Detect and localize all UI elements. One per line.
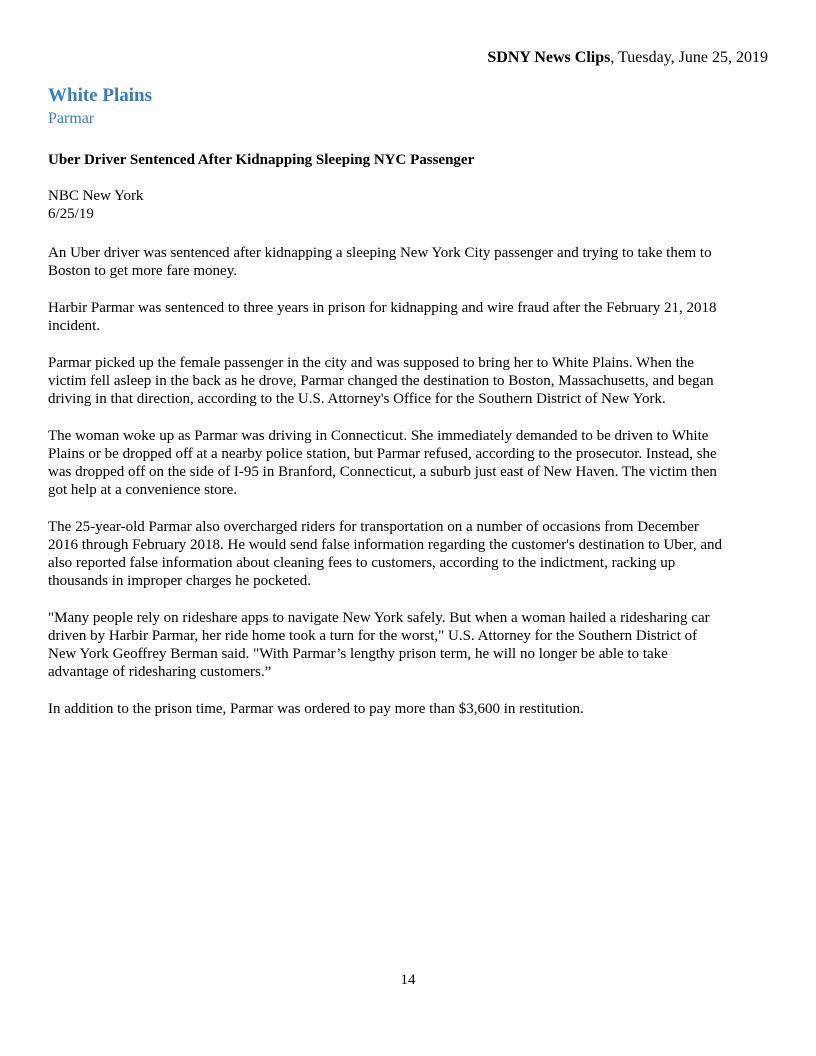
paragraph-line: Boston to get more fare money. <box>48 263 237 279</box>
paragraph-line: advantage of ridesharing customers.” <box>48 664 272 680</box>
article-paragraph <box>48 518 778 590</box>
paragraph-line: got help at a convenience store. <box>48 482 238 498</box>
paragraph-line: In addition to the prison time, Parmar was ordered to pay more than $3,600 in restitution. <box>48 701 584 717</box>
paragraph-line: driven by Harbir Parmar, her ride home took a turn for the worst," U.S. Attorney for the Southern District of <box>48 628 698 644</box>
paragraph-line: "Many people rely on rideshare apps to navigate New York safely. But when a woman hailed a ridesharing car <box>48 610 710 626</box>
paragraph-line: The 25-year-old Parmar also overcharged riders for transportation on a number of occasions from December <box>48 519 699 535</box>
paragraph-line: thousands in improper charges he pocketed. <box>48 573 311 589</box>
paragraph-line: Harbir Parmar was sentenced to three years in prison for kidnapping and wire fraud after the February 21, 2018 <box>48 300 717 316</box>
paragraph-line: Plains or be dropped off at a nearby police station, but Parmar refused, according to the prosecutor. Instead, she <box>48 446 717 462</box>
paragraph-line: victim fell asleep in the back as he drove, Parmar changed the destination to Boston, Massachusetts, and began <box>48 373 714 389</box>
subsection-heading: Parmar <box>48 110 95 127</box>
article-headline: Uber Driver Sentenced After Kidnapping Sleeping NYC Passenger <box>48 152 475 168</box>
article-source-block <box>48 188 143 223</box>
article-date: 6/25/19 <box>48 205 94 222</box>
paragraph-line: An Uber driver was sentenced after kidnapping a sleeping New York City passenger and trying to take them to <box>48 245 712 261</box>
section-heading: White Plains <box>48 85 152 106</box>
article-paragraph <box>48 244 778 280</box>
page-header <box>487 49 768 67</box>
article-paragraph <box>48 354 778 408</box>
header-date: , Tuesday, June 25, 2019 <box>610 49 768 66</box>
publication-name: SDNY News Clips <box>487 49 611 66</box>
paragraph-line: incident. <box>48 318 101 334</box>
paragraph-line: was dropped off on the side of I-95 in Branford, Connecticut, a suburb just east of New Haven. The victim then <box>48 464 717 480</box>
paragraph-line: also reported false information about cleaning fees to customers, according to the indictment, racking up <box>48 555 676 571</box>
paragraph-line: The woman woke up as Parmar was driving in Connecticut. She immediately demanded to be driven to White <box>48 428 709 444</box>
page-number: 14 <box>400 972 416 988</box>
paragraph-line: driving in that direction, according to the U.S. Attorney's Office for the Southern District of New York. <box>48 391 666 407</box>
article-paragraph <box>48 609 778 681</box>
paragraph-line: 2016 through February 2018. He would send false information regarding the customer's destination to Uber, and <box>48 537 723 553</box>
paragraph-line: New York Geoffrey Berman said. "With Parmar’s lengthy prison term, he will no longer be able to take <box>48 646 668 662</box>
article-paragraph <box>48 427 778 499</box>
article-body <box>48 244 778 737</box>
article-paragraph <box>48 700 778 718</box>
article-paragraph <box>48 299 778 335</box>
article-source: NBC New York <box>48 188 144 204</box>
paragraph-line: Parmar picked up the female passenger in the city and was supposed to bring her to White Plains. When the <box>48 355 694 371</box>
